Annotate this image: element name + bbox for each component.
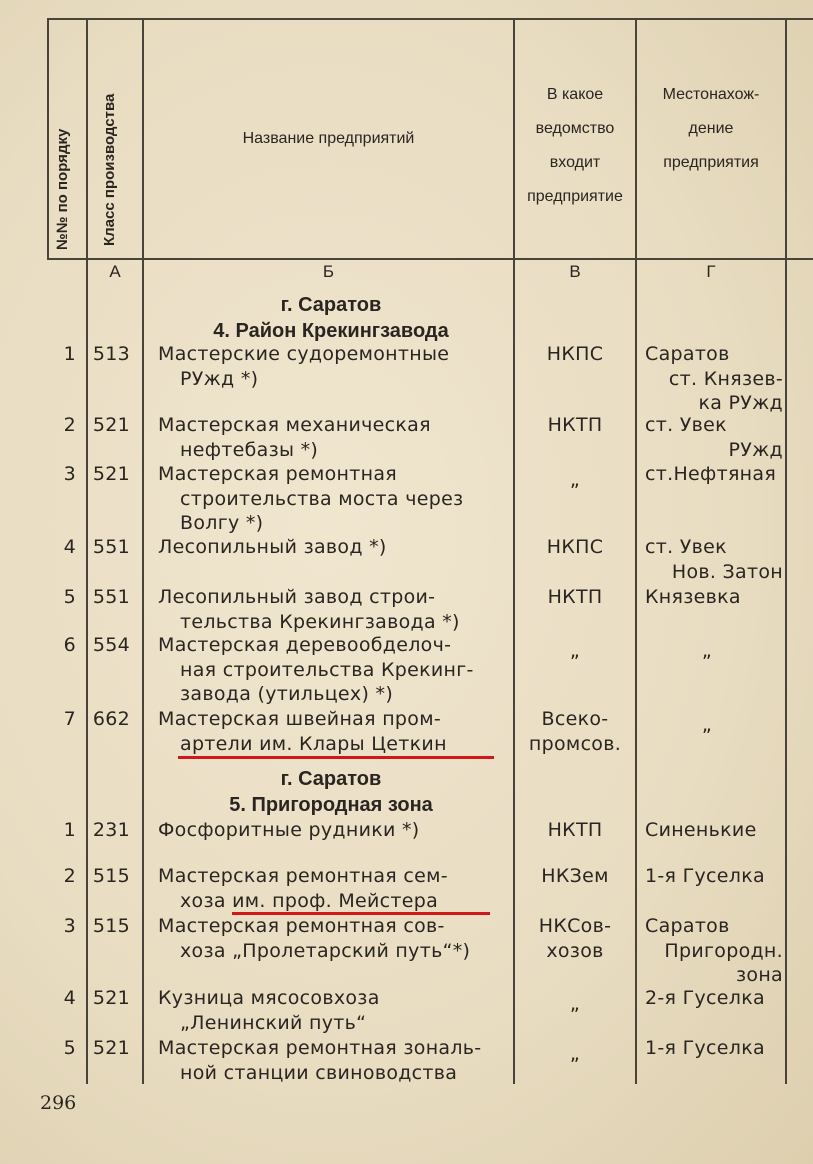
- department-line: „: [569, 640, 581, 662]
- column-letter-c: В: [569, 262, 581, 281]
- section-city: г. Саратов: [280, 294, 382, 316]
- enterprise-name-line: Фосфоритные рудники *): [158, 819, 420, 841]
- department-line: „: [569, 1043, 581, 1065]
- row-number: 5: [63, 586, 76, 608]
- enterprise-name-line: „Ленинский путь“: [180, 1011, 367, 1034]
- row-number: 4: [63, 987, 76, 1009]
- enterprise-name-line: РУжд *): [180, 367, 259, 390]
- row-class: 521: [92, 414, 130, 436]
- row-class: 662: [92, 708, 130, 730]
- header-class: Класс производства: [101, 93, 118, 246]
- column-letter-a: А: [109, 262, 121, 281]
- enterprise-name-line: хоза им. проф. Мейстера: [180, 889, 439, 912]
- department-line: промсов.: [528, 732, 622, 755]
- header-location-line: Местонахож-: [662, 86, 760, 103]
- row-number: 1: [63, 819, 76, 841]
- enterprise-name-line: артели им. Клары Цеткин: [180, 732, 447, 755]
- row-class: 551: [92, 586, 130, 608]
- column-letter-d: Г: [706, 262, 716, 281]
- enterprise-name-line: нефтебазы *): [180, 438, 319, 461]
- col-rule-5: [785, 18, 787, 1084]
- header-number: №№ по порядку: [54, 128, 71, 250]
- header-department-line: В какое: [546, 86, 604, 103]
- header-department-line: предприятие: [527, 188, 623, 205]
- location-line: Саратов: [645, 915, 730, 937]
- row-number: 2: [63, 865, 76, 887]
- section-title: 5. Пригородная зона: [229, 794, 433, 816]
- enterprise-name-line: Мастерские судоремонтные: [158, 343, 450, 365]
- row-number: 2: [63, 414, 76, 436]
- row-number: 3: [63, 463, 76, 485]
- row-class: 521: [92, 1037, 130, 1059]
- enterprise-name-line: Лесопильный завод *): [158, 536, 387, 558]
- enterprise-name-line: Волгу *): [180, 512, 264, 534]
- enterprise-name-line: Мастерская ремонтная зональ-: [158, 1037, 482, 1059]
- enterprise-name-line: завода (утильцех) *): [180, 683, 394, 705]
- column-letter-b: Б: [322, 262, 335, 281]
- department-line: НКСов-: [538, 915, 612, 937]
- row-class: 551: [92, 536, 130, 558]
- page-number: 296: [40, 1092, 77, 1114]
- location-line: зона: [736, 964, 783, 986]
- header-department-line: входит: [549, 154, 601, 171]
- row-number: 5: [63, 1037, 76, 1059]
- row-class: 554: [92, 634, 130, 656]
- enterprise-name-line: Лесопильный завод строи-: [158, 586, 436, 608]
- header-location-line: предприятия: [663, 154, 759, 171]
- enterprise-name-line: строительства моста через: [180, 487, 464, 510]
- col-rule-2: [142, 18, 144, 1084]
- section-title: 4. Район Крекингзавода: [213, 320, 449, 342]
- enterprise-name-line: Мастерская механическая: [158, 414, 431, 436]
- location-line: 1-я Гуселка: [645, 865, 765, 887]
- enterprise-name-line: хоза „Пролетарский путь“*): [180, 939, 471, 962]
- row-class: 513: [92, 343, 130, 365]
- header-department-line: ведомство: [535, 120, 615, 137]
- enterprise-name-line: Мастерская ремонтная сов-: [158, 915, 445, 937]
- row-number: 6: [63, 634, 76, 656]
- enterprise-name-line: ная строительства Крекинг-: [180, 658, 474, 681]
- enterprise-name-line: Мастерская ремонтная: [158, 463, 398, 485]
- location-line: ст. Князев-: [668, 367, 783, 390]
- enterprise-name-line: Мастерская деревообделоч-: [158, 634, 452, 656]
- row-class: 231: [92, 819, 130, 841]
- row-number: 7: [63, 708, 76, 730]
- location-line: ка РУжд: [698, 392, 783, 414]
- location-line: 1-я Гуселка: [645, 1037, 765, 1059]
- section-city: г. Саратов: [280, 768, 382, 790]
- department-line: Всеко-: [541, 708, 609, 730]
- department-line: НКЗем: [541, 865, 609, 887]
- row-number: 3: [63, 915, 76, 937]
- location-line: „: [701, 640, 713, 662]
- department-line: НКТП: [547, 819, 603, 841]
- department-line: „: [569, 469, 581, 491]
- table-top-rule: [47, 18, 813, 20]
- location-line: Саратов: [645, 343, 730, 365]
- header-bottom-rule: [47, 258, 813, 260]
- location-line: Пригородн.: [664, 939, 783, 962]
- department-line: „: [569, 993, 581, 1015]
- location-line: РУжд: [728, 438, 783, 461]
- enterprise-name-line: ной станции свиноводства: [180, 1061, 458, 1084]
- enterprise-name-line: Кузница мясосовхоза: [158, 987, 380, 1009]
- enterprise-name-line: тельства Крекингзавода *): [180, 610, 460, 633]
- header-location: [637, 78, 785, 180]
- row-class: 515: [92, 865, 130, 887]
- location-line: ст. Увек: [645, 414, 727, 436]
- department-line: хозов: [546, 939, 604, 962]
- enterprise-name-line: Мастерская ремонтная сем-: [158, 865, 448, 887]
- location-line: Князевка: [645, 586, 741, 608]
- location-line: 2-я Гуселка: [645, 987, 765, 1009]
- row-number: 1: [63, 343, 76, 365]
- location-line: ст. Увек: [645, 536, 727, 558]
- row-class: 521: [92, 463, 130, 485]
- red-underline: [178, 756, 494, 759]
- row-number: 4: [63, 536, 76, 558]
- header-department: [515, 78, 635, 214]
- location-line: „: [701, 714, 713, 736]
- header-name: Название предприятий: [242, 130, 415, 147]
- department-line: НКТП: [547, 586, 603, 608]
- location-line: ст.Нефтяная: [645, 463, 777, 485]
- department-line: НКПС: [546, 536, 604, 558]
- red-underline: [232, 912, 490, 915]
- table-left-rule: [47, 18, 49, 258]
- location-line: Синенькие: [645, 819, 757, 841]
- department-line: НКПС: [546, 343, 604, 365]
- location-line: Нов. Затон: [671, 560, 783, 583]
- enterprise-name-line: Мастерская швейная пром-: [158, 708, 441, 730]
- row-class: 515: [92, 915, 130, 937]
- department-line: НКТП: [547, 414, 603, 436]
- row-class: 521: [92, 987, 130, 1009]
- header-location-line: дение: [688, 120, 734, 137]
